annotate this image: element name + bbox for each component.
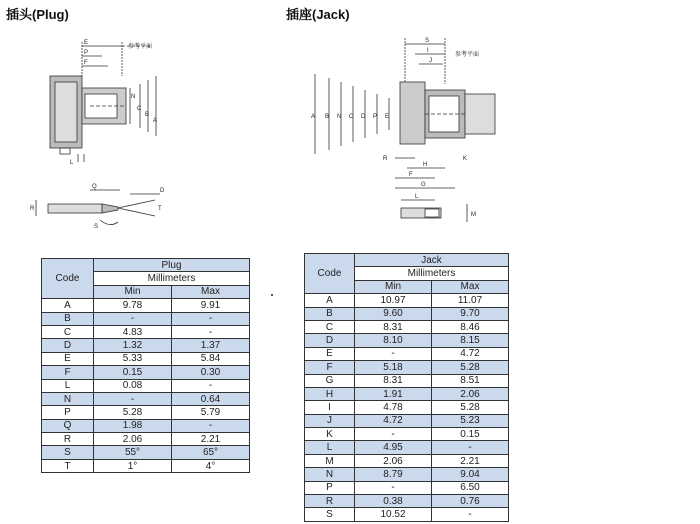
table-row bbox=[42, 406, 250, 419]
cell-min: 1° bbox=[94, 459, 172, 472]
jack-label-s: S bbox=[425, 38, 430, 44]
table-row bbox=[42, 366, 250, 379]
cell-max: 5.23 bbox=[432, 414, 509, 427]
jack-label-g: G bbox=[421, 182, 426, 188]
jack-cross-section-drawing bbox=[295, 34, 505, 194]
cell-code: P bbox=[305, 481, 355, 494]
jack-pin-drawing bbox=[395, 192, 485, 232]
cell-min: 1.98 bbox=[94, 419, 172, 432]
cell-code: J bbox=[305, 414, 355, 427]
cell-max: 5.79 bbox=[172, 406, 250, 419]
cell-code: G bbox=[305, 374, 355, 387]
jack-label-k: K bbox=[463, 156, 468, 162]
cell-code: T bbox=[42, 459, 94, 472]
jack-max-header: Max bbox=[432, 280, 509, 293]
cell-code: R bbox=[305, 495, 355, 508]
table-row bbox=[42, 379, 250, 392]
table-row bbox=[42, 339, 250, 352]
jack-code-header: Code bbox=[305, 254, 355, 294]
cell-min: 0.15 bbox=[94, 366, 172, 379]
jack-heading: 插座(Jack) bbox=[286, 7, 350, 22]
cell-code: L bbox=[42, 379, 94, 392]
table-row bbox=[305, 294, 509, 307]
plug-table-body bbox=[42, 299, 250, 473]
table-row bbox=[305, 508, 509, 521]
cell-max: 2.06 bbox=[432, 387, 509, 400]
cell-code: D bbox=[42, 339, 94, 352]
cell-code: E bbox=[42, 352, 94, 365]
table-row bbox=[305, 441, 509, 454]
table-row bbox=[42, 352, 250, 365]
plug-label-e: E bbox=[84, 40, 89, 46]
table-row bbox=[42, 299, 250, 312]
cell-code: E bbox=[305, 347, 355, 360]
plug-label-n: N bbox=[131, 94, 136, 100]
cell-max: 2.21 bbox=[432, 454, 509, 467]
table-row bbox=[42, 433, 250, 446]
jack-label-e: E bbox=[385, 114, 390, 120]
cell-code: S bbox=[42, 446, 94, 459]
cell-min: 1.91 bbox=[355, 387, 432, 400]
cell-code: K bbox=[305, 428, 355, 441]
cell-min: 0.08 bbox=[94, 379, 172, 392]
plug-label-c: C bbox=[137, 106, 142, 112]
cell-code: N bbox=[305, 468, 355, 481]
cell-max: 5.28 bbox=[432, 401, 509, 414]
plug-label-t: T bbox=[158, 206, 162, 212]
plug-label-s: S bbox=[94, 224, 99, 230]
jack-min-header: Min bbox=[355, 280, 432, 293]
plug-label-d: D bbox=[160, 188, 165, 194]
cell-max: 0.15 bbox=[432, 428, 509, 441]
cell-min: - bbox=[94, 312, 172, 325]
cell-max: - bbox=[432, 441, 509, 454]
plug-dimensions-table bbox=[41, 258, 250, 473]
cell-min: 5.33 bbox=[94, 352, 172, 365]
cell-code: C bbox=[42, 325, 94, 338]
cell-min: - bbox=[355, 481, 432, 494]
cell-code: C bbox=[305, 320, 355, 333]
cell-code: H bbox=[305, 387, 355, 400]
cell-code: M bbox=[305, 454, 355, 467]
jack-label-n: N bbox=[337, 114, 342, 120]
cell-code: I bbox=[305, 401, 355, 414]
jack-label-i: I bbox=[427, 48, 429, 54]
stray-dot bbox=[271, 294, 273, 296]
jack-units-header: Millimeters bbox=[355, 267, 509, 280]
table-row bbox=[305, 320, 509, 333]
jack-label-r: R bbox=[383, 156, 388, 162]
jack-label-h: H bbox=[423, 162, 428, 168]
cell-min: 4.83 bbox=[94, 325, 172, 338]
cell-min: - bbox=[355, 347, 432, 360]
cell-min: 8.10 bbox=[355, 334, 432, 347]
jack-label-p: P bbox=[373, 114, 378, 120]
cell-code: A bbox=[305, 294, 355, 307]
cell-max: 9.04 bbox=[432, 468, 509, 481]
cell-max: 0.64 bbox=[172, 392, 250, 405]
table-row bbox=[305, 334, 509, 347]
cell-max: 5.28 bbox=[432, 361, 509, 374]
cell-code: Q bbox=[42, 419, 94, 432]
plug-label-f: F bbox=[84, 60, 88, 66]
plug-ref-label: 参考平面 bbox=[128, 44, 153, 50]
cell-max: 6.50 bbox=[432, 481, 509, 494]
cell-max: 0.76 bbox=[432, 495, 509, 508]
cell-max: 8.46 bbox=[432, 320, 509, 333]
cell-min: 4.72 bbox=[355, 414, 432, 427]
cell-code: R bbox=[42, 433, 94, 446]
jack-label-f: F bbox=[409, 172, 413, 178]
cell-code: F bbox=[305, 361, 355, 374]
cell-max: 5.84 bbox=[172, 352, 250, 365]
table-row bbox=[305, 454, 509, 467]
table-row bbox=[305, 414, 509, 427]
cell-min: 2.06 bbox=[94, 433, 172, 446]
cell-code: D bbox=[305, 334, 355, 347]
plug-heading: 插头(Plug) bbox=[6, 7, 69, 22]
cell-min: 9.78 bbox=[94, 299, 172, 312]
cell-min: 0.38 bbox=[355, 495, 432, 508]
jack-label-a: A bbox=[311, 114, 316, 120]
cell-max: 4° bbox=[172, 459, 250, 472]
jack-label-m: M bbox=[471, 212, 476, 218]
table-row bbox=[42, 459, 250, 472]
table-row bbox=[305, 401, 509, 414]
cell-max: - bbox=[172, 325, 250, 338]
plug-label-l: L bbox=[70, 160, 74, 166]
plug-table-title: Plug bbox=[94, 259, 250, 272]
table-row bbox=[305, 361, 509, 374]
cell-min: 9.60 bbox=[355, 307, 432, 320]
cell-code: F bbox=[42, 366, 94, 379]
cell-max: 4.72 bbox=[432, 347, 509, 360]
cell-max: 8.51 bbox=[432, 374, 509, 387]
table-row bbox=[42, 312, 250, 325]
table-row bbox=[305, 428, 509, 441]
cell-min: 5.18 bbox=[355, 361, 432, 374]
plug-min-header: Min bbox=[94, 285, 172, 298]
jack-label-j: J bbox=[429, 58, 432, 64]
cell-max: 9.70 bbox=[432, 307, 509, 320]
table-row bbox=[305, 374, 509, 387]
plug-units-header: Millimeters bbox=[94, 272, 250, 285]
cell-min: 55° bbox=[94, 446, 172, 459]
cell-min: - bbox=[355, 428, 432, 441]
plug-label-p: P bbox=[84, 50, 89, 56]
cell-min: 4.95 bbox=[355, 441, 432, 454]
cell-code: B bbox=[42, 312, 94, 325]
jack-label-l: L bbox=[415, 194, 419, 200]
cell-max: 65° bbox=[172, 446, 250, 459]
jack-table-title: Jack bbox=[355, 254, 509, 267]
cell-min: 2.06 bbox=[355, 454, 432, 467]
cell-max: 2.21 bbox=[172, 433, 250, 446]
cell-min: 10.52 bbox=[355, 508, 432, 521]
cell-max: 9.91 bbox=[172, 299, 250, 312]
jack-ref-label: 参考平面 bbox=[455, 52, 480, 58]
cell-max: - bbox=[172, 379, 250, 392]
cell-max: 8.15 bbox=[432, 334, 509, 347]
cell-code: S bbox=[305, 508, 355, 521]
table-row bbox=[42, 446, 250, 459]
table-row bbox=[305, 495, 509, 508]
cell-min: - bbox=[94, 392, 172, 405]
table-row bbox=[42, 419, 250, 432]
jack-label-b: B bbox=[325, 114, 330, 120]
table-row bbox=[305, 468, 509, 481]
cell-min: 4.78 bbox=[355, 401, 432, 414]
cell-min: 8.79 bbox=[355, 468, 432, 481]
cell-max: - bbox=[172, 312, 250, 325]
cell-code: B bbox=[305, 307, 355, 320]
plug-label-b: B bbox=[145, 112, 150, 118]
cell-min: 1.32 bbox=[94, 339, 172, 352]
table-row bbox=[305, 481, 509, 494]
plug-label-q: Q bbox=[92, 184, 97, 190]
cell-max: 0.30 bbox=[172, 366, 250, 379]
jack-label-c: C bbox=[349, 114, 354, 120]
cell-max: 11.07 bbox=[432, 294, 509, 307]
cell-code: N bbox=[42, 392, 94, 405]
cell-code: P bbox=[42, 406, 94, 419]
plug-label-a: A bbox=[153, 118, 158, 124]
jack-label-d: D bbox=[361, 114, 366, 120]
table-row bbox=[305, 347, 509, 360]
cell-code: L bbox=[305, 441, 355, 454]
cell-min: 8.31 bbox=[355, 320, 432, 333]
table-row bbox=[305, 307, 509, 320]
cell-max: - bbox=[172, 419, 250, 432]
plug-cross-section-drawing bbox=[30, 36, 200, 166]
plug-pin-drawing bbox=[30, 180, 170, 235]
cell-code: A bbox=[42, 299, 94, 312]
table-row bbox=[42, 325, 250, 338]
cell-max: - bbox=[432, 508, 509, 521]
cell-min: 10.97 bbox=[355, 294, 432, 307]
table-row bbox=[305, 387, 509, 400]
table-row bbox=[42, 392, 250, 405]
jack-table-body bbox=[305, 294, 509, 522]
jack-dimensions-table bbox=[304, 253, 509, 522]
cell-min: 5.28 bbox=[94, 406, 172, 419]
cell-max: 1.37 bbox=[172, 339, 250, 352]
plug-max-header: Max bbox=[172, 285, 250, 298]
plug-code-header: Code bbox=[42, 259, 94, 299]
cell-min: 8.31 bbox=[355, 374, 432, 387]
plug-label-r: R bbox=[30, 206, 35, 212]
